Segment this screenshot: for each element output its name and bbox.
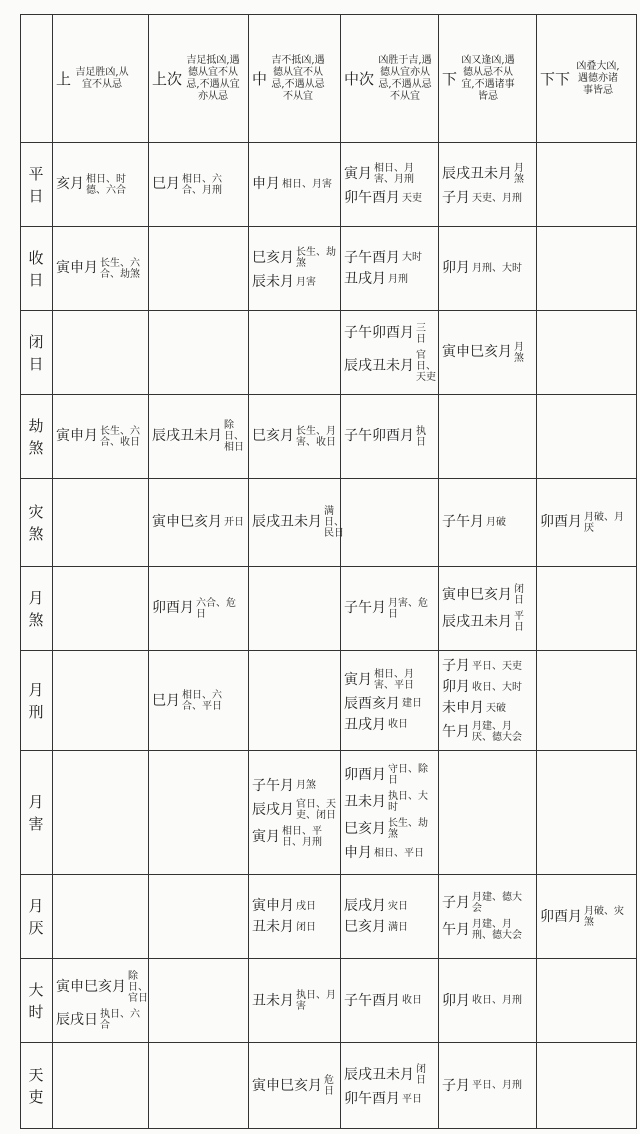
table-row xyxy=(21,567,637,651)
table-cell xyxy=(341,651,439,751)
table-row xyxy=(21,311,637,395)
header-rule: 凶又逢凶,遇德从忌不从宜,不遇诸事皆忌 xyxy=(461,54,515,102)
table-cell xyxy=(341,395,439,479)
month-group: 巳亥月 xyxy=(252,249,294,266)
day-notes: 月煞 xyxy=(514,162,524,185)
table-cell xyxy=(439,143,537,227)
cell-entry xyxy=(56,426,145,448)
cell-entry xyxy=(56,970,148,1004)
month-group: 寅申巳亥月 xyxy=(442,586,512,603)
day-notes: 执日、月害 xyxy=(296,989,336,1012)
header-rank: 上次 xyxy=(152,70,183,88)
day-notes: 闭日 xyxy=(296,921,316,933)
cell-entry xyxy=(152,514,245,530)
day-notes: 大时 xyxy=(402,252,422,264)
table-cell xyxy=(537,651,637,751)
day-notes: 月煞 xyxy=(514,341,524,364)
month-group: 寅申巳亥月 xyxy=(442,344,512,361)
table-cell xyxy=(537,875,637,959)
month-group: 丑未月 xyxy=(344,794,386,811)
header-rank: 中次 xyxy=(344,70,375,88)
day-notes: 三日 xyxy=(416,322,426,345)
cell-entry xyxy=(442,892,533,914)
day-notes: 收日 xyxy=(402,995,422,1007)
header-rule: 凶叠大凶,遇德亦诸事皆忌 xyxy=(576,60,620,96)
month-group: 申月 xyxy=(344,845,372,862)
cell-entry xyxy=(442,919,533,941)
header-rank: 下下 xyxy=(540,70,571,88)
row-label-text: 月刑 xyxy=(28,680,45,721)
row-label xyxy=(21,143,53,227)
table-cell xyxy=(439,651,537,751)
table-cell xyxy=(53,395,149,479)
row-label-text: 闭日 xyxy=(28,332,45,373)
day-notes: 执日 xyxy=(416,425,426,448)
month-group: 辰戌丑未月 xyxy=(442,165,512,182)
cell-entry xyxy=(152,690,245,712)
row-label xyxy=(21,959,53,1043)
header-rule: 吉不抵凶,遇德从宜不从忌,不遇从忌不从宜 xyxy=(271,54,325,102)
table-row xyxy=(21,751,637,875)
day-notes: 相日、月害、月刑 xyxy=(374,162,414,185)
month-group: 卯酉月 xyxy=(540,908,582,925)
day-notes: 收日 xyxy=(388,719,408,731)
row-label-text: 收日 xyxy=(28,248,45,289)
month-group: 子午月 xyxy=(442,514,484,531)
day-notes: 官日、天吏、闭日 xyxy=(296,798,336,821)
table-cell xyxy=(249,567,341,651)
month-group: 丑未月 xyxy=(252,992,294,1009)
month-group: 巳亥月 xyxy=(344,919,386,936)
cell-entry xyxy=(344,190,435,206)
table-cell xyxy=(149,875,249,959)
table-cell xyxy=(149,143,249,227)
table-cell xyxy=(249,651,341,751)
month-group: 午月 xyxy=(442,724,470,741)
table-cell xyxy=(439,479,537,567)
day-notes: 月煞 xyxy=(296,780,316,792)
row-label-text: 大时 xyxy=(28,980,45,1021)
cell-entry xyxy=(344,426,435,448)
cell-entry xyxy=(252,919,337,935)
header-rule: 凶胜于吉,遇德从宜亦从忌,不遇从忌不从宜 xyxy=(378,54,432,102)
cell-entry xyxy=(442,658,533,674)
table-cell xyxy=(341,567,439,651)
day-notes: 月害 xyxy=(296,276,316,288)
table-row xyxy=(21,395,637,479)
row-label xyxy=(21,311,53,395)
day-notes: 月建、月刑、德大会 xyxy=(472,919,522,942)
day-notes: 六合、危日 xyxy=(196,597,236,620)
cell-entry xyxy=(252,247,337,269)
table-cell xyxy=(53,143,149,227)
month-group: 寅月 xyxy=(252,828,280,845)
cell-entry xyxy=(56,174,145,196)
row-label xyxy=(21,227,53,311)
month-group: 卯月 xyxy=(442,992,470,1009)
month-group: 卯酉月 xyxy=(344,767,386,784)
row-label xyxy=(21,567,53,651)
cell-entry xyxy=(344,350,435,383)
table-cell xyxy=(53,567,149,651)
cell-entry xyxy=(442,514,533,530)
day-notes: 相日、月害 xyxy=(282,179,332,190)
table-cell xyxy=(249,311,341,395)
month-group: 子午酉月 xyxy=(344,992,400,1009)
table-cell xyxy=(249,751,341,875)
cell-entry xyxy=(344,1091,435,1107)
table-cell xyxy=(439,1043,537,1129)
table-row xyxy=(21,959,637,1043)
table-cell xyxy=(537,751,637,875)
month-group: 寅申巳亥月 xyxy=(56,979,126,996)
month-group: 子月 xyxy=(442,658,470,674)
day-notes: 平日、月刑 xyxy=(472,1080,522,1092)
table-cell xyxy=(149,1043,249,1129)
row-label xyxy=(21,875,53,959)
cell-entry xyxy=(344,696,435,712)
row-label-text: 月害 xyxy=(28,792,45,833)
table-row xyxy=(21,875,637,959)
cell-entry xyxy=(344,1064,435,1086)
month-group: 巳月 xyxy=(152,176,180,193)
month-group: 辰戌丑未月 xyxy=(344,1067,414,1084)
month-group: 辰戌月 xyxy=(344,898,386,915)
cell-entry xyxy=(344,845,435,861)
corner-cell xyxy=(21,15,53,143)
month-group: 子午卯酉月 xyxy=(344,325,414,342)
cell-entry xyxy=(344,919,435,935)
cell-entry xyxy=(442,721,533,743)
row-label-text: 月厌 xyxy=(28,896,45,937)
table-cell xyxy=(341,1043,439,1129)
cell-entry xyxy=(344,250,435,266)
cell-entry xyxy=(442,1078,533,1094)
table-cell xyxy=(341,751,439,875)
day-notes: 相日、月害、平日 xyxy=(374,668,414,691)
table-cell xyxy=(439,567,537,651)
cell-entry xyxy=(252,826,337,848)
month-group: 卯月 xyxy=(442,679,470,696)
table-cell xyxy=(249,227,341,311)
table-cell xyxy=(439,751,537,875)
table-cell xyxy=(537,567,637,651)
cell-entry xyxy=(344,717,435,733)
day-notes: 闭日 xyxy=(514,584,524,606)
header-cell-5 xyxy=(537,15,637,143)
day-notes: 月害、危日 xyxy=(388,597,428,620)
month-group: 辰戌月 xyxy=(252,801,294,818)
header-cell-2 xyxy=(249,15,341,143)
month-group: 子午酉月 xyxy=(344,249,400,266)
cell-entry xyxy=(442,679,533,695)
month-group: 寅申月 xyxy=(56,428,98,445)
day-notes: 灾日 xyxy=(388,900,408,912)
table-row xyxy=(21,651,637,751)
month-group: 辰戌丑未月 xyxy=(252,514,322,531)
month-group: 寅申巳亥月 xyxy=(152,514,222,531)
table-cell xyxy=(53,651,149,751)
day-quality-table xyxy=(20,14,637,1129)
cell-entry xyxy=(442,260,533,276)
cell-entry xyxy=(152,420,245,453)
table-cell xyxy=(249,1043,341,1129)
row-label xyxy=(21,1043,53,1129)
month-group: 寅申巳亥月 xyxy=(252,1077,322,1094)
cell-entry xyxy=(442,584,533,606)
day-notes: 长生、劫煞 xyxy=(388,818,428,841)
day-notes: 满日、民日 xyxy=(324,506,344,539)
cell-entry xyxy=(152,598,245,620)
day-notes: 平日 xyxy=(402,1093,422,1105)
table-cell xyxy=(537,959,637,1043)
table-cell xyxy=(341,143,439,227)
day-notes: 执日、六合 xyxy=(100,1008,140,1031)
table-cell xyxy=(537,395,637,479)
table-cell xyxy=(149,751,249,875)
row-label xyxy=(21,751,53,875)
day-notes: 月破、灾煞 xyxy=(584,905,624,928)
day-notes: 收日、大时 xyxy=(472,681,522,693)
table-cell xyxy=(439,311,537,395)
day-notes: 平日、天吏 xyxy=(472,660,522,672)
header-cell-4 xyxy=(439,15,537,143)
table-cell xyxy=(439,227,537,311)
day-notes: 相日、六合、平日 xyxy=(182,689,222,712)
table-row xyxy=(21,1043,637,1129)
cell-entry xyxy=(252,990,337,1012)
month-group: 辰戌日 xyxy=(56,1011,98,1028)
table-cell xyxy=(537,143,637,227)
table-cell xyxy=(149,227,249,311)
day-notes: 闭日 xyxy=(416,1064,426,1087)
table-cell xyxy=(249,875,341,959)
table-cell xyxy=(53,959,149,1043)
cell-entry xyxy=(442,993,533,1009)
day-notes: 相日、平日 xyxy=(374,847,424,859)
row-label xyxy=(21,479,53,567)
day-notes: 月建、月厌、德大会 xyxy=(472,721,522,744)
day-notes: 除日、官日 xyxy=(128,970,148,1004)
day-notes: 月刑、大时 xyxy=(472,263,522,274)
day-notes: 执日、大时 xyxy=(388,791,428,814)
cell-entry xyxy=(344,764,435,786)
month-group: 辰戌丑未月 xyxy=(344,357,414,374)
header-rule: 吉足抵凶,遇德从宜不从忌,不遇从宜亦从忌 xyxy=(186,54,240,102)
day-notes: 建日 xyxy=(402,698,422,710)
header-cell-3 xyxy=(341,15,439,143)
day-notes: 月刑 xyxy=(388,273,408,285)
table-cell xyxy=(537,1043,637,1129)
month-group: 子午月 xyxy=(344,600,386,617)
month-group: 卯酉月 xyxy=(152,600,194,617)
cell-entry xyxy=(56,258,145,280)
day-notes: 除日、相日 xyxy=(224,420,244,453)
month-group: 寅申月 xyxy=(56,260,98,277)
day-notes: 守日、除日 xyxy=(388,764,428,787)
table-cell xyxy=(537,311,637,395)
table-cell xyxy=(341,959,439,1043)
cell-entry xyxy=(344,323,435,345)
table-cell xyxy=(149,651,249,751)
month-group: 巳亥月 xyxy=(344,821,386,838)
month-group: 寅月 xyxy=(344,165,372,182)
day-notes: 官日、天吏 xyxy=(416,349,436,383)
row-label xyxy=(21,651,53,751)
day-notes: 相日、六合、月刑 xyxy=(182,173,222,196)
month-group: 巳亥月 xyxy=(252,428,294,445)
table-cell xyxy=(149,395,249,479)
cell-entry xyxy=(442,611,533,633)
cell-entry xyxy=(252,778,337,794)
table-cell xyxy=(439,395,537,479)
cell-entry xyxy=(252,274,337,290)
day-notes: 长生、劫煞 xyxy=(296,246,336,269)
month-group: 辰戌丑未月 xyxy=(152,428,222,445)
cell-entry xyxy=(56,1009,145,1031)
table-cell xyxy=(439,959,537,1043)
header-rank: 中 xyxy=(252,70,268,88)
table-cell xyxy=(149,311,249,395)
table-cell xyxy=(53,479,149,567)
month-group: 寅月 xyxy=(344,671,372,688)
month-group: 辰未月 xyxy=(252,273,294,290)
month-group: 子月 xyxy=(442,1077,470,1094)
month-group: 午月 xyxy=(442,922,470,939)
month-group: 巳月 xyxy=(152,692,180,709)
cell-entry xyxy=(252,799,337,821)
row-label xyxy=(21,395,53,479)
day-notes: 相日、平日、月刑 xyxy=(282,825,322,848)
day-notes: 戌日 xyxy=(296,900,316,912)
table-cell xyxy=(249,959,341,1043)
month-group: 子月 xyxy=(442,189,470,206)
month-group: 亥月 xyxy=(56,176,84,193)
table-row xyxy=(21,143,637,227)
month-group: 丑未月 xyxy=(252,919,294,936)
cell-entry xyxy=(252,176,337,192)
day-notes: 满日 xyxy=(388,921,408,933)
cell-entry xyxy=(252,426,337,448)
table-cell xyxy=(249,479,344,567)
month-group: 卯酉月 xyxy=(540,514,582,531)
month-group: 辰酉亥月 xyxy=(344,695,400,712)
cell-entry xyxy=(344,163,435,185)
cell-entry xyxy=(344,271,435,287)
month-group: 子午卯酉月 xyxy=(344,428,414,445)
month-group: 卯午酉月 xyxy=(344,189,400,206)
header-cell-0 xyxy=(53,15,149,143)
row-label-text: 月煞 xyxy=(28,588,45,629)
header-row xyxy=(21,15,637,143)
table-row xyxy=(21,227,637,311)
table-cell xyxy=(53,227,149,311)
table-row xyxy=(21,479,637,567)
month-group: 辰戌丑未月 xyxy=(442,613,512,630)
cell-entry xyxy=(442,190,533,206)
day-notes: 月建、德大会 xyxy=(472,892,522,915)
cell-entry xyxy=(442,163,533,185)
table-cell xyxy=(341,479,439,567)
table-cell xyxy=(53,875,149,959)
cell-entry xyxy=(252,1075,337,1097)
header-rank: 上 xyxy=(56,70,72,88)
day-notes: 月破、月厌 xyxy=(584,511,624,534)
cell-entry xyxy=(152,174,245,196)
table-cell xyxy=(149,959,249,1043)
cell-entry xyxy=(252,506,344,539)
table-cell xyxy=(537,479,637,567)
month-group: 丑戌月 xyxy=(344,271,386,287)
day-notes: 开日 xyxy=(224,517,244,528)
table-cell xyxy=(341,227,439,311)
table-cell xyxy=(53,751,149,875)
month-group: 子午月 xyxy=(252,777,294,794)
table-cell xyxy=(537,227,637,311)
header-rule: 吉足胜凶,从宜不从忌 xyxy=(75,66,129,90)
table-cell xyxy=(149,479,249,567)
month-group: 未申月 xyxy=(442,700,484,717)
day-notes: 长生、六合、收日 xyxy=(100,425,140,448)
row-label-text: 平日 xyxy=(28,164,45,205)
day-notes: 相日、时德、六合 xyxy=(86,173,126,196)
month-group: 卯午酉月 xyxy=(344,1091,400,1108)
day-notes: 危日 xyxy=(324,1074,334,1097)
month-group: 丑戌月 xyxy=(344,716,386,733)
table-cell xyxy=(149,567,249,651)
cell-entry xyxy=(252,898,337,914)
month-group: 申月 xyxy=(252,176,280,193)
month-group: 寅申月 xyxy=(252,898,294,915)
cell-entry xyxy=(344,898,435,914)
day-notes: 天吏 xyxy=(402,192,422,204)
day-notes: 月破 xyxy=(486,517,506,528)
day-notes: 天吏、月刑 xyxy=(472,192,522,204)
day-notes: 平日 xyxy=(514,611,524,633)
day-notes: 收日、月刑 xyxy=(472,995,522,1007)
cell-entry xyxy=(344,818,435,840)
month-group: 卯月 xyxy=(442,260,470,277)
cell-entry xyxy=(442,700,533,716)
table-cell xyxy=(341,311,439,395)
table-cell xyxy=(439,875,537,959)
month-group: 子月 xyxy=(442,895,470,912)
cell-entry xyxy=(344,993,435,1009)
cell-entry xyxy=(344,598,435,620)
row-label-text: 劫煞 xyxy=(28,416,45,457)
table-cell xyxy=(249,143,341,227)
header-rank: 下 xyxy=(442,70,458,88)
table-cell xyxy=(249,395,341,479)
day-notes: 长生、六合、劫煞 xyxy=(100,257,140,280)
cell-entry xyxy=(442,342,533,364)
day-notes: 天破 xyxy=(486,702,506,714)
row-label-text: 灾煞 xyxy=(28,502,45,543)
table-cell xyxy=(341,875,439,959)
row-label-text: 天吏 xyxy=(28,1065,45,1106)
cell-entry xyxy=(344,791,435,813)
day-notes: 长生、月害、收日 xyxy=(296,425,336,448)
cell-entry xyxy=(344,669,435,691)
cell-entry xyxy=(540,906,633,928)
table-cell xyxy=(53,311,149,395)
cell-entry xyxy=(540,512,633,534)
table-cell xyxy=(53,1043,149,1129)
header-cell-1 xyxy=(149,15,249,143)
